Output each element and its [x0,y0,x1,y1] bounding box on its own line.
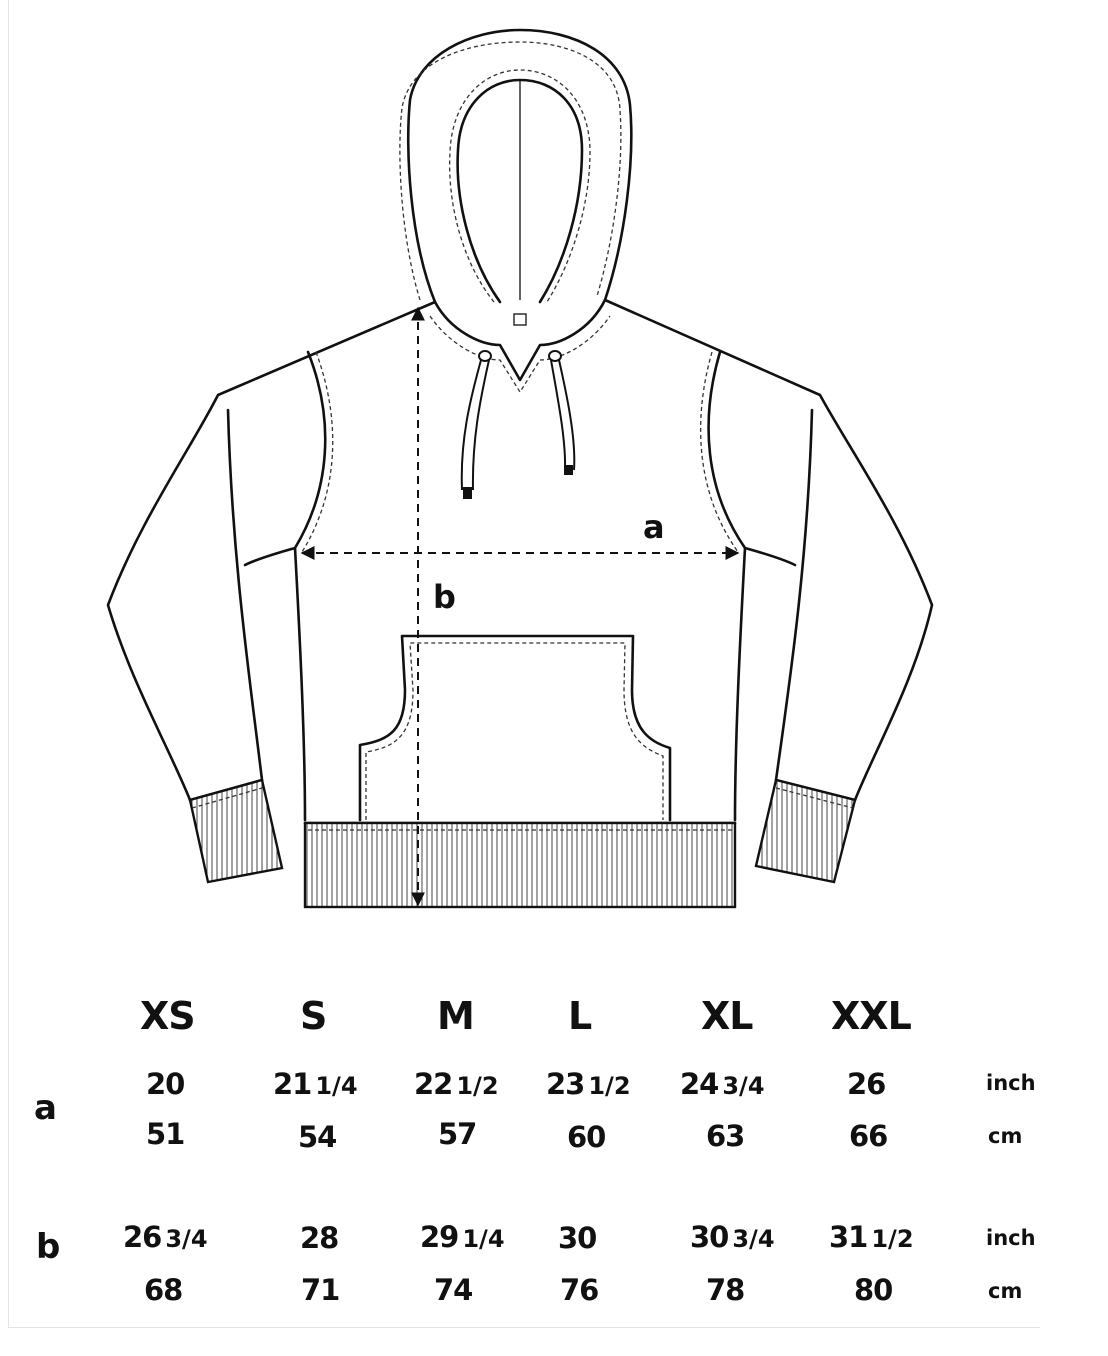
a-cm-xs: 51 [146,1117,185,1151]
row-label-b: b [36,1227,61,1267]
a-inch-xl: 24 3/4 [680,1067,765,1101]
b-cm-xl: 78 [706,1273,745,1307]
right-sleeve-outline [605,300,932,800]
b-unit-inch: inch [986,1226,1036,1250]
neck-label-tab [514,314,526,325]
b-cm-l: 76 [560,1273,599,1307]
right-sleeve-inner [776,410,812,780]
size-header-s: S [300,994,327,1038]
b-inch-xxl: 31 1/2 [829,1220,914,1254]
kangaroo-pocket [360,636,670,820]
a-inch-l: 23 1/2 [546,1067,631,1101]
waistband-rib [305,823,735,907]
a-cm-l: 60 [567,1120,606,1154]
row-label-a: a [34,1088,57,1128]
body-right-side [735,548,745,820]
left-armhole [245,352,325,565]
a-cm-xxl: 66 [849,1119,888,1153]
a-cm-xl: 63 [706,1119,745,1153]
size-header-xl: XL [701,994,753,1038]
b-cm-m: 74 [434,1273,473,1307]
body-left-side [295,548,305,820]
a-inch-xs: 20 [146,1067,185,1101]
size-header-l: L [568,994,592,1038]
right-armhole-stitch [701,352,738,552]
pocket-stitch [366,643,663,820]
a-cm-m: 57 [438,1117,477,1151]
a-cm-s: 54 [298,1120,337,1154]
a-unit-inch: inch [986,1071,1036,1095]
b-cm-xs: 68 [144,1273,183,1307]
b-cm-xxl: 80 [854,1273,893,1307]
left-sleeve-inner [228,410,262,780]
size-header-xs: XS [140,994,195,1038]
frame-bottom-border [8,1327,1040,1328]
b-inch-xl: 30 3/4 [690,1220,775,1254]
diagram-label-b: b [433,578,456,616]
drawstrings [462,351,575,498]
a-inch-s: 21 1/4 [273,1067,358,1101]
b-inch-xs: 26 3/4 [123,1220,208,1254]
size-header-xxl: XXL [831,994,911,1038]
left-sleeve-outline [108,302,435,800]
a-unit-cm: cm [988,1124,1023,1148]
right-armhole [709,352,795,565]
a-inch-xxl: 26 [847,1067,886,1101]
neckline [435,300,605,380]
size-header-m: M [437,994,474,1038]
b-cm-s: 71 [301,1273,340,1307]
b-inch-s: 28 [300,1221,339,1255]
diagram-label-a: a [643,508,665,546]
b-inch-l: 30 [558,1221,597,1255]
b-unit-cm: cm [988,1279,1023,1303]
a-inch-m: 22 1/2 [414,1067,499,1101]
b-inch-m: 29 1/4 [420,1220,505,1254]
